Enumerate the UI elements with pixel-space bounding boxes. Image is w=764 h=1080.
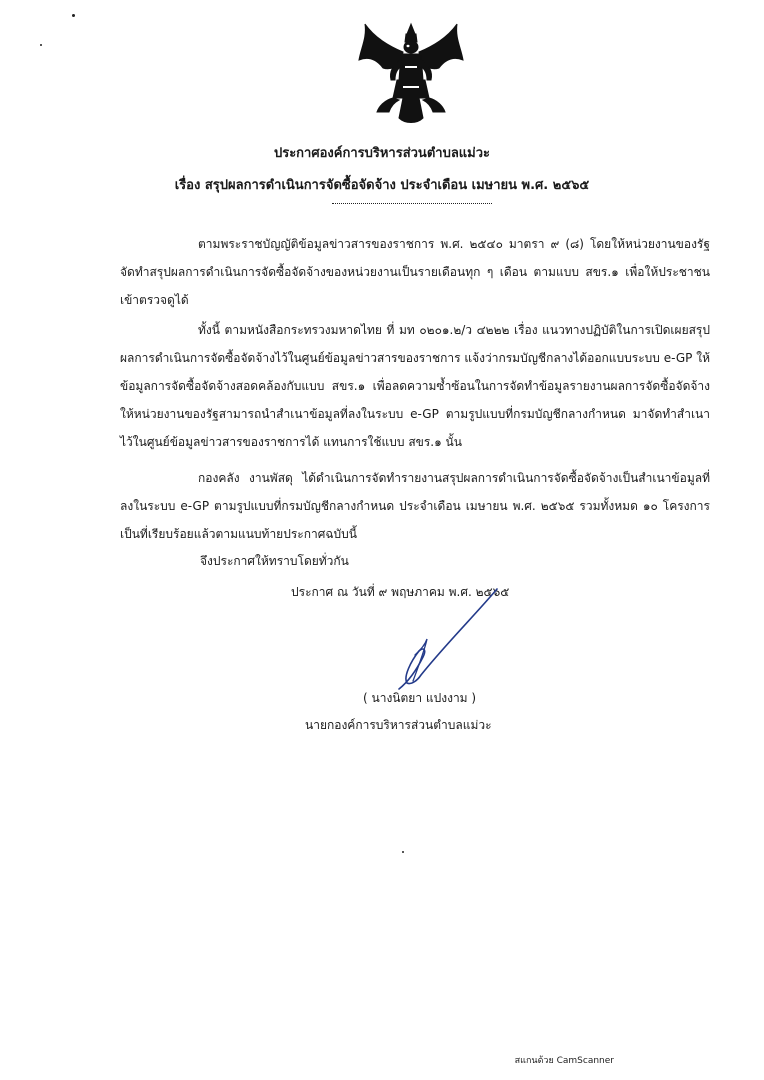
announcement-title: ประกาศองค์การบริหารส่วนตำบลแม่วะ [273,146,491,161]
scan-speck [40,44,42,46]
scan-speck [72,14,75,17]
scan-speck [402,851,404,853]
body-paragraph-3: กองคลัง งานพัสดุ ได้ดำเนินการจัดทำรายงานสรุปผลการดำเนินการจัดซื้อจัดจ้างเป็นสำเนาข้อมูลที่ลงในระบบ e-GP ตามรูปแบบที่กรมบัญชีกลางกำหนด ประจำเดือน เมษายน พ.ศ. ๒๕๖๕ รวมทั้งหมด ๑๐ โครงการ เป็นที่เรียบร้อยแล้วตามแนบท้ายประกาศฉบับนี้ [120,471,710,541]
announcement-date: ประกาศ ณ วันที่ ๙ พฤษภาคม พ.ศ. ๒๕๖๕ [291,585,510,599]
body-paragraph-1: ตามพระราชบัญญัติข้อมูลข่าวสารของราชการ พ.ศ. ๒๕๔๐ มาตรา ๙ (๘) โดยให้หน่วยงานของรัฐจัดทำสรุปผลการดำเนินการจัดซื้อจัดจ้างของหน่วยงานเป็นรายเดือนทุก ๆ เดือน ตามแบบ สขร.๑ เพื่อให้ประชาชนเข้าตรวจดูได้ [120,237,710,307]
handwritten-signature-icon [385,585,505,690]
signatory-name: ( นางนิตยา แปงงาม ) [363,691,477,705]
body-paragraph-2: ทั้งนี้ ตามหนังสือกระทรวงมหาดไทย ที่ มท ๐๒๐๑.๒/ว ๔๒๒๒ เรื่อง แนวทางปฏิบัติในการเปิดเผยสรุปผลการดำเนินการจัดซื้อจัดจ้างไว้ในศูนย์ข้อมูลข่าวสารของราชการ แจ้งว่ากรมบัญชีกลางได้ออกแบบระบบ e-GP ให้ข้อมูลการจัดซื้อจัดจ้างสอดคล้องกับแบบ สขร.๑ เพื่อลดความซ้ำซ้อนในการจัดทำข้อมูลรายงานผลการจัดซื้อจัดจ้าง ให้หน่วยงานของรัฐสามารถนำสำเนาข้อมูลที่ลงในระบบ e-GP ตามรูปแบบที่กรมบัญชีกลางกำหนด มาจัดทำสำเนาไว้ในศูนย์ข้อมูลข่าวสารของราชการได้ แทนการใช้แบบ สขร.๑ นั้น [120,323,710,449]
closing-statement: จึงประกาศให้ทราบโดยทั่วกัน [200,554,349,568]
announcement-subject: เรื่อง สรุปผลการดำเนินการจัดซื้อจัดจ้าง ประจำเดือน เมษายน พ.ศ. ๒๕๖๕ [174,178,590,193]
signatory-position: นายกองค์การบริหารส่วนตำบลแม่วะ [305,718,492,732]
scanner-watermark: สแกนด้วย CamScanner [514,1056,614,1066]
garuda-emblem-icon [355,20,467,130]
dotted-divider [332,203,492,204]
